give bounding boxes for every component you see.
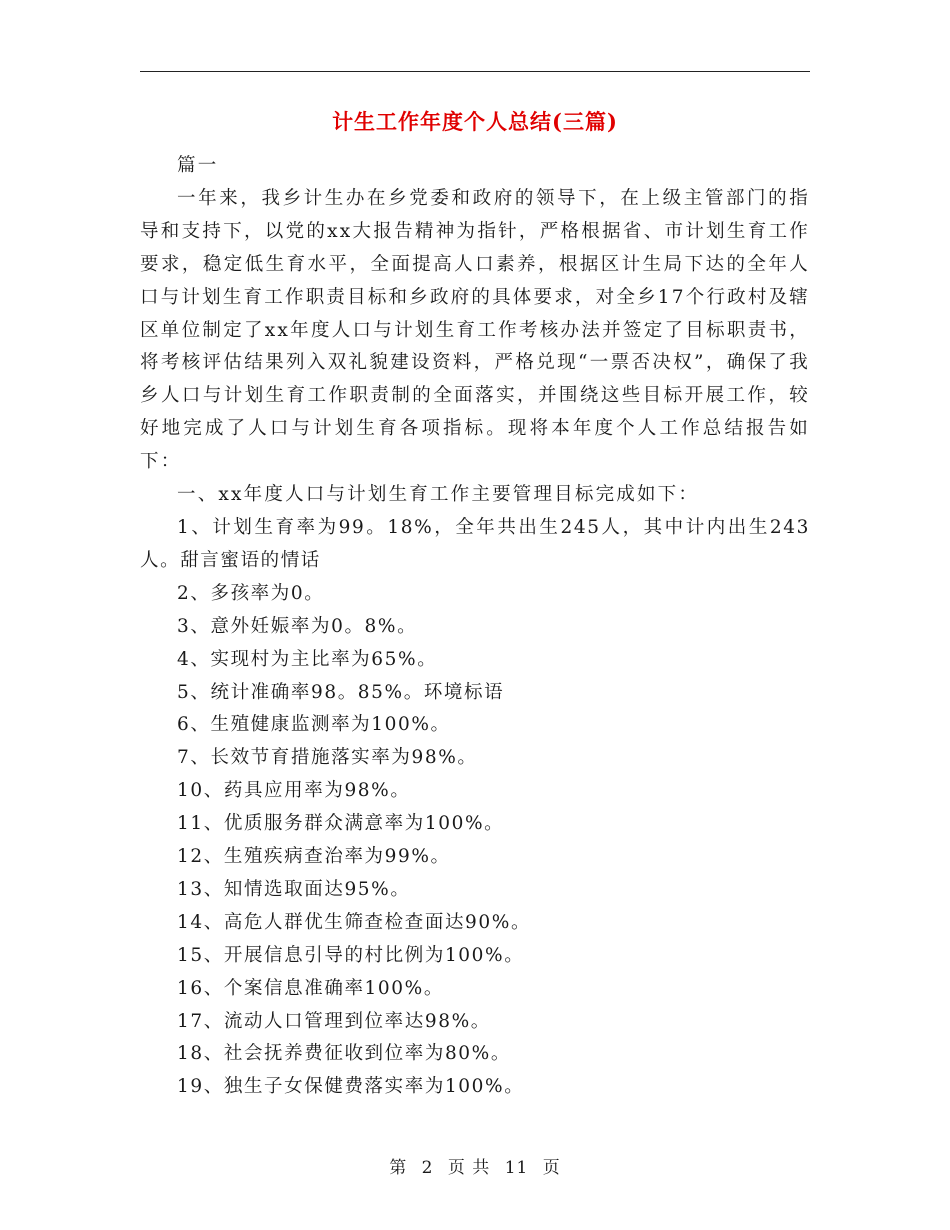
- section-heading: 篇一: [177, 155, 219, 176]
- list-item: 16、个案信息准确率100%。: [177, 977, 444, 999]
- list-item: 12、生殖疾病查治率为99%。: [177, 846, 451, 868]
- list-item: 10、药具应用率为98%。: [177, 780, 411, 802]
- footer-prefix: 第: [389, 1158, 408, 1178]
- list-item: 4、实现村为主比率为65%。: [177, 648, 438, 670]
- list-item: 14、高危人群优生筛查检查面达90%。: [177, 911, 532, 933]
- list-item: 6、生殖健康监测率为100%。: [177, 714, 451, 736]
- list-item: 19、独生子女保健费落实率为100%。: [177, 1076, 525, 1098]
- header-rule: [140, 71, 810, 72]
- footer-middle: 页 共: [447, 1158, 491, 1178]
- list-item: 18、社会抚养费征收到位率为80%。: [177, 1043, 511, 1065]
- list-item: 2、多孩率为0。: [177, 582, 325, 604]
- list-item: 15、开展信息引导的村比例为100%。: [177, 944, 525, 966]
- footer-suffix: 页: [542, 1158, 561, 1178]
- total-pages: 11: [504, 1158, 529, 1178]
- list-item: 17、流动人口管理到位率达98%。: [177, 1010, 491, 1032]
- document-title: 计生工作年度个人总结(三篇): [332, 109, 618, 134]
- list-item: 5、统计准确率98。85%。环境标语: [177, 681, 505, 703]
- document-body: [140, 150, 810, 1104]
- list-item: 1、计划生育率为99。18%，全年共出生245人，其中计内出生243人。甜言蜜语的情话: [140, 516, 810, 571]
- list-item: 7、长效节育措施落实率为98%。: [177, 747, 478, 769]
- list-item: 13、知情选取面达95%。: [177, 878, 411, 900]
- targets-heading: 一、xx年度人口与计划生育工作主要管理目标完成如下：: [177, 484, 700, 506]
- list-item: 11、优质服务群众满意率为100%。: [177, 813, 505, 835]
- page-footer: [0, 1153, 950, 1178]
- list-item: 3、意外妊娠率为0。8%。: [177, 615, 418, 637]
- intro-paragraph: 一年来，我乡计生办在乡党委和政府的领导下，在上级主管部门的指导和支持下，以党的xx大报告精神为指针，严格根据省、市计划生育工作要求，稳定低生育水平，全面提高人口素养，根据区计生局下达的全年人口与计划生育工作职责目标和乡政府的具体要求，对全乡17个行政村及辖区单位制定了xx年度人口与计划生育工作考核办法并签定了目标职责书，将考核评估结果列入双礼貌建设资料，严格兑现“一票否决权”，确保了我乡人口与计划生育工作职责制的全面落实，并围绕这些目标开展工作，较好地完成了人口与计划生育各项指标。现将本年度个人工作总结报告如下：: [140, 187, 810, 473]
- current-page-number: 2: [421, 1158, 434, 1178]
